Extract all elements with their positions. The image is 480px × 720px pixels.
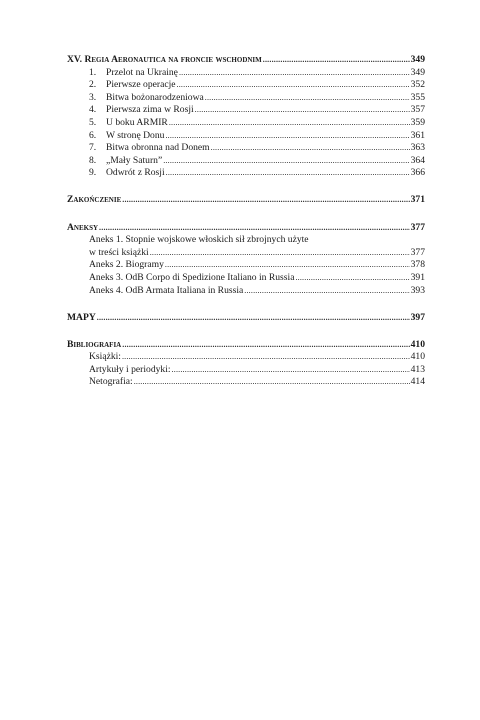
leader-dots	[122, 194, 409, 207]
toc-item	[67, 376, 425, 389]
toc-item	[67, 79, 425, 92]
toc-item	[67, 167, 425, 180]
page-number: 355	[410, 91, 425, 103]
leader-dots	[165, 259, 410, 272]
item-title: U boku ARMIR	[106, 116, 168, 128]
leader-dots	[150, 247, 410, 260]
page-number: 397	[410, 311, 425, 323]
item-title: Bitwa bożonarodzeniowa	[106, 91, 204, 103]
toc-annexes	[67, 222, 425, 298]
toc-item	[67, 142, 425, 155]
item-title: Artykuły i periodyki:	[89, 363, 171, 375]
leader-dots	[166, 167, 410, 180]
toc-item	[67, 247, 425, 260]
item-number: 3.	[89, 91, 97, 103]
item-title: Aneks 4. OdB Armata Italiana in Russia	[89, 284, 244, 296]
item-number: 4.	[89, 104, 97, 116]
toc-item	[67, 117, 425, 130]
maps-title: MAPY	[67, 311, 96, 323]
leader-dots	[179, 67, 410, 80]
toc-chapter-15	[67, 54, 425, 180]
toc-item	[67, 92, 425, 105]
page-number: 349	[410, 54, 425, 65]
page-number: 391	[410, 271, 425, 283]
item-title: Aneks 3. OdB Corpo di Spedizione Italiano in Russia	[89, 271, 295, 283]
leader-dots	[163, 155, 409, 168]
item-title: „Mały Saturn”	[106, 154, 163, 166]
toc-item	[67, 67, 425, 80]
leader-dots	[172, 364, 410, 377]
page-number: 359	[410, 116, 425, 128]
bibliography-title: Bibliografia	[67, 338, 122, 350]
item-title: Książki:	[89, 351, 121, 363]
leader-dots	[295, 272, 409, 285]
leader-dots	[134, 376, 410, 389]
toc-item	[67, 259, 425, 272]
item-number: 1.	[89, 66, 97, 78]
leader-dots	[165, 130, 409, 143]
chapter-number: XV.	[67, 54, 83, 65]
item-title: Bitwa obronna nad Donem	[106, 142, 210, 154]
item-number: 7.	[89, 142, 97, 154]
leader-dots	[122, 351, 410, 364]
page-number: 363	[410, 142, 425, 154]
toc-conclusion-heading	[67, 194, 425, 207]
page-number: 393	[410, 284, 425, 296]
item-title: Aneks 2. Biogramy	[89, 259, 164, 271]
item-number: 6.	[89, 129, 97, 141]
toc-conclusion	[67, 194, 425, 207]
page-number: 357	[410, 104, 425, 116]
toc-bibliography-heading	[67, 339, 425, 352]
annex-1-second-line: w treści książki	[89, 246, 149, 258]
leader-dots	[99, 222, 410, 235]
leader-dots	[177, 79, 410, 92]
item-number: 5.	[89, 116, 97, 128]
page-number: 349	[410, 66, 425, 78]
item-title: Netografia:	[89, 376, 133, 388]
page-number: 364	[410, 154, 425, 166]
item-title: Pierwsza zima w Rosji	[106, 104, 194, 116]
item-number: 9.	[89, 167, 97, 179]
page-number: 410	[410, 351, 425, 363]
toc-maps	[67, 312, 425, 325]
toc-item	[67, 351, 425, 364]
leader-dots	[244, 285, 409, 298]
table-of-contents	[67, 54, 425, 404]
page-number: 377	[410, 246, 425, 258]
toc-item	[67, 364, 425, 377]
toc-item	[67, 104, 425, 117]
chapter-title: Regia Aeronautica na froncie wschodnim	[84, 54, 262, 65]
item-title: Odwrót z Rosji	[106, 167, 165, 179]
item-number: 2.	[89, 79, 97, 91]
conclusion-title: Zakończenie	[67, 194, 122, 206]
page-number: 378	[410, 259, 425, 271]
leader-dots	[169, 117, 410, 130]
toc-item	[67, 272, 425, 285]
leader-dots	[263, 54, 410, 67]
leader-dots	[122, 339, 409, 352]
toc-annex-heading	[67, 222, 425, 235]
page-number: 377	[410, 221, 425, 233]
page-number: 366	[410, 167, 425, 179]
leader-dots	[205, 92, 410, 105]
page-number: 361	[410, 129, 425, 141]
page-number: 413	[410, 363, 425, 375]
page-number: 410	[410, 338, 425, 350]
toc-item	[67, 155, 425, 168]
annex-title: Aneksy	[67, 221, 99, 233]
page-number: 352	[410, 79, 425, 91]
toc-bibliography	[67, 339, 425, 389]
leader-dots	[195, 104, 410, 117]
toc-item	[67, 130, 425, 143]
toc-item	[67, 285, 425, 298]
item-title: Pierwsze operacje	[106, 79, 176, 91]
toc-chapter-heading	[67, 54, 425, 67]
item-title: W stronę Donu	[106, 129, 165, 141]
item-number: 8.	[89, 154, 97, 166]
toc-maps-heading	[67, 312, 425, 325]
leader-dots	[211, 142, 410, 155]
page-number: 371	[410, 194, 425, 206]
page-number: 414	[410, 376, 425, 388]
leader-dots	[97, 312, 410, 325]
item-title: Przelot na Ukrainę	[106, 66, 178, 78]
annex-1-first-line: Aneks 1. Stopnie wojskowe włoskich sił zbrojnych użyte	[89, 234, 309, 246]
